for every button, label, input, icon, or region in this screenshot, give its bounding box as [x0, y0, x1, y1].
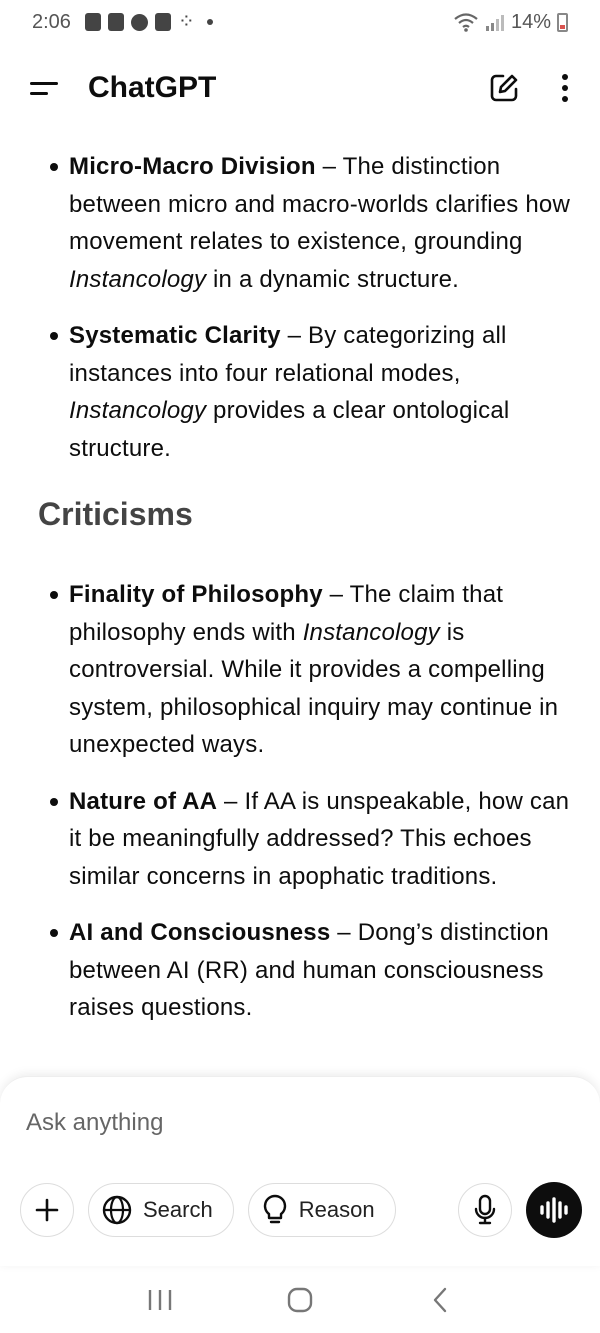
microphone-icon [473, 1194, 497, 1226]
wifi-icon [453, 12, 479, 32]
battery-percent: 14% [510, 10, 551, 33]
list-item [69, 576, 570, 764]
item-text-end: provides a clear ontological structure. [69, 397, 510, 462]
list-item [69, 914, 570, 1027]
system-navigation-bar [0, 1266, 600, 1333]
status-bar [0, 0, 600, 44]
item-text: The distinction between micro and macro-worlds clarifies how movement relates to existence, grounding [69, 153, 570, 255]
conversation-content [0, 148, 600, 1078]
item-text: If AA is unspeakable, how can it be meaningfully addressed? This echoes similar concerns in apophatic traditions. [69, 787, 570, 890]
item-text-end: is controversial. While it provides a compelling system, philosophical inquiry may continue in unexpected ways. [69, 618, 559, 758]
criticisms-list [0, 576, 600, 1027]
messenger-icon [131, 14, 148, 31]
item-separator: – [330, 919, 358, 946]
notification-icons [85, 13, 213, 31]
composer-tools [20, 1182, 582, 1238]
recent-apps-button[interactable] [130, 1275, 190, 1325]
new-chat-icon[interactable] [488, 72, 520, 104]
item-separator: – [217, 787, 245, 815]
item-emphasis: Instancology [302, 618, 440, 646]
message-input[interactable] [26, 1103, 566, 1143]
microphone-button[interactable] [458, 1183, 512, 1237]
item-emphasis: Instancology [69, 265, 207, 293]
item-emphasis: Instancology [69, 397, 207, 424]
item-separator: – [280, 322, 308, 349]
signal-icon [485, 13, 505, 31]
message-composer [0, 1076, 600, 1266]
app-header [0, 56, 600, 120]
battery-saver-icon [108, 13, 124, 31]
item-label: Systematic Clarity [69, 322, 281, 349]
status-time: 2:06 [32, 10, 71, 33]
reason-label: Reason [298, 1197, 375, 1222]
attach-button[interactable] [20, 1183, 74, 1237]
home-icon [286, 1286, 314, 1314]
header-actions [488, 72, 570, 104]
voice-mode-icon [539, 1197, 569, 1223]
app-title: ChatGPT [88, 71, 217, 104]
item-label: Nature of AA [69, 787, 218, 815]
list-item [69, 148, 570, 298]
home-button[interactable] [270, 1275, 330, 1325]
section-title: Criticisms [38, 496, 193, 532]
status-right [453, 11, 568, 34]
search-label: Search [143, 1197, 213, 1222]
plus-icon [34, 1197, 60, 1223]
reason-button[interactable] [248, 1183, 396, 1237]
back-icon [431, 1286, 449, 1314]
shopping-bag-icon [155, 13, 171, 31]
item-label: Micro-Macro Division [69, 153, 316, 180]
dots-grid-icon [178, 13, 196, 31]
item-text: By categorizing all instances into four relational modes, [69, 322, 507, 387]
more-notifications-icon [207, 19, 213, 25]
status-left [32, 11, 213, 34]
globe-icon [101, 1194, 133, 1226]
advantages-list [0, 148, 600, 467]
battery-icon [557, 13, 568, 32]
item-text-end: in a dynamic structure. [206, 265, 460, 293]
item-text: The claim that philosophy ends with [69, 581, 504, 646]
item-separator: – [315, 153, 343, 180]
lightbulb-icon [261, 1193, 289, 1227]
menu-icon[interactable] [30, 76, 62, 100]
app-notification-icon [85, 13, 101, 31]
recent-apps-icon [147, 1288, 173, 1312]
search-button[interactable] [88, 1183, 234, 1237]
item-text: Dong’s distinction between AI (RR) and human consciousness raises questions. [69, 919, 549, 1021]
voice-mode-button[interactable] [526, 1182, 582, 1238]
item-label: AI and Consciousness [69, 919, 331, 946]
list-item [69, 783, 570, 896]
item-separator: – [322, 581, 350, 608]
item-label: Finality of Philosophy [69, 581, 323, 608]
list-item [69, 317, 570, 467]
more-vertical-icon[interactable] [560, 72, 570, 104]
back-button[interactable] [410, 1275, 470, 1325]
